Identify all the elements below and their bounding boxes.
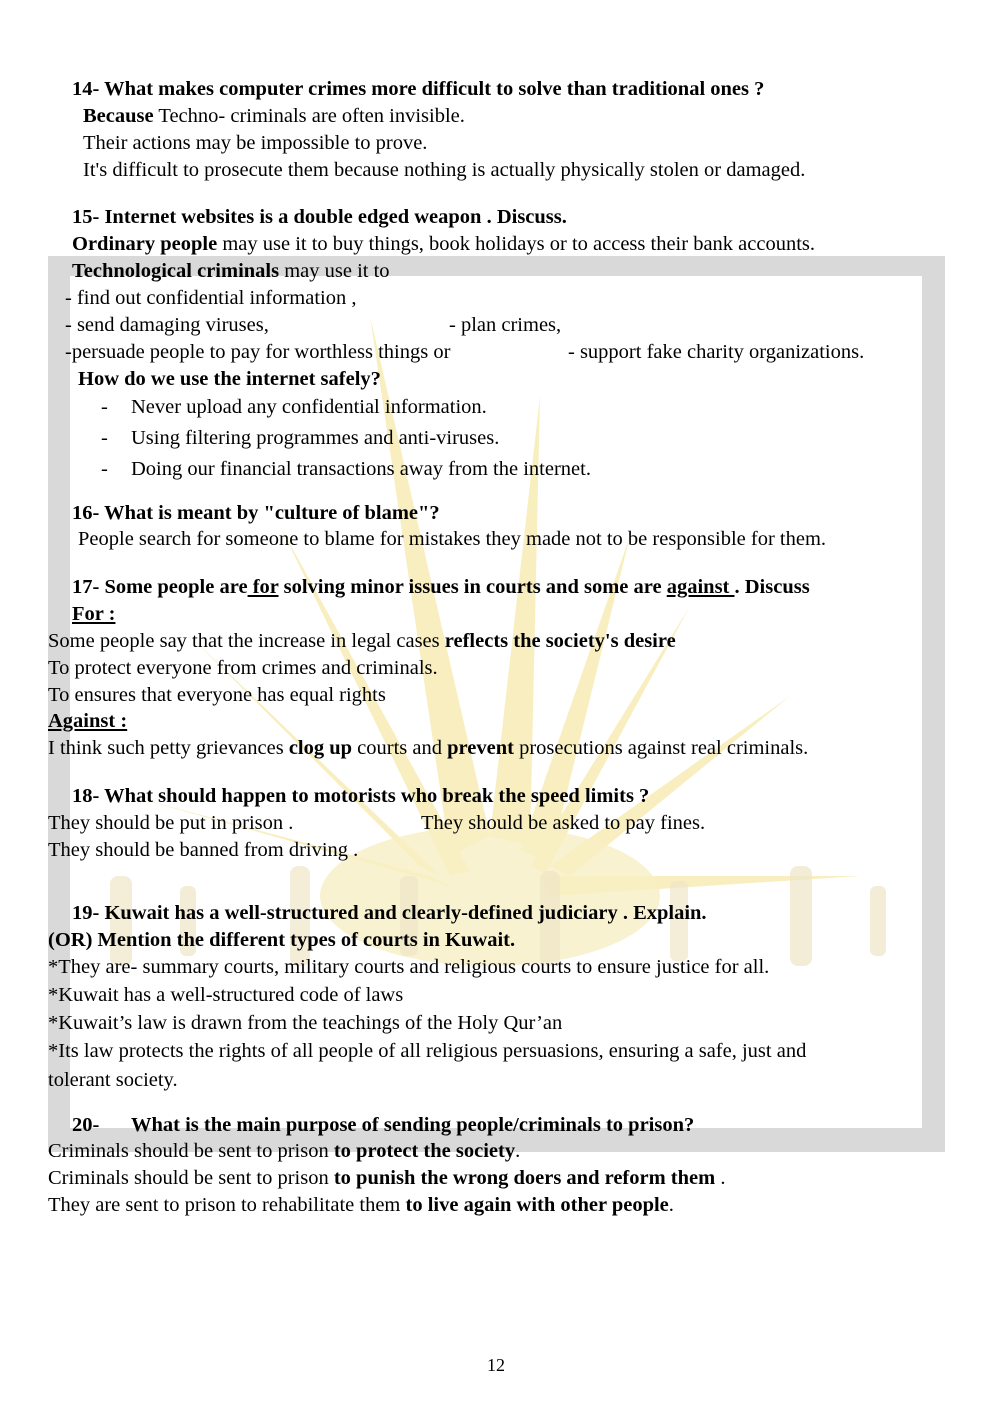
q17-against-heading (48, 711, 127, 732)
q17-against-1b: clog up (288, 737, 353, 759)
q15-bullet-1: Never upload any confidential information. (131, 396, 487, 418)
q17-against-heading-text: Against : (48, 710, 128, 732)
q15-bullet-marker-2: - (101, 427, 108, 449)
q14-answer-3: It's difficult to prosecute them because nothing is actually physically stolen or damaged. (83, 159, 806, 181)
q17-against-line-1 (48, 738, 808, 759)
q17-for-line-1-rest: Some people say that the increase in legal cases (48, 630, 445, 652)
q17-for-heading (72, 604, 115, 625)
q18-answer-1: They should be put in prison . (48, 812, 294, 834)
q20-answer-2-bold: to punish the wrong doers and reform them (333, 1167, 716, 1189)
q17-against-1d: prevent (447, 737, 514, 759)
q20-answer-2-end: . (715, 1167, 726, 1189)
q15-line-2-bold: Technological criminals (72, 260, 280, 282)
q18-answer-2: They should be asked to pay fines. (421, 812, 706, 834)
q15-bullet-marker-1: - (101, 396, 108, 418)
q15-question: 15- Internet websites is a double edged weapon . Discuss. (72, 206, 567, 228)
q17-question-part-3: . Discuss (734, 576, 810, 598)
q17-against-1a: I think such petty grievances (48, 737, 289, 759)
q19-or-question: (OR) Mention the different types of courts in Kuwait. (48, 929, 516, 951)
q20-answer-2 (48, 1168, 725, 1189)
q17-question-part-2: solving minor issues in courts and some are (278, 576, 667, 598)
q15-bullet-2: Using filtering programmes and anti-viruses. (131, 427, 500, 449)
q15-line-4b: - plan crimes, (449, 314, 562, 336)
q15-line-1-rest: may use it to buy things, book holidays or to access their bank accounts. (217, 233, 816, 255)
q17-question-against: against (666, 576, 735, 598)
q20-answer-1-bold: to protect the society (333, 1140, 516, 1162)
q19-answer-1: *They are- summary courts, military courts and religious courts to ensure justice for all. (48, 956, 770, 978)
q16-question: 16- What is meant by "culture of blame"? (72, 502, 440, 524)
q15-line-2 (72, 261, 390, 282)
q14-answer-1-rest: Techno- criminals are often invisible. (153, 105, 465, 127)
q15-line-2-rest: may use it to (279, 260, 390, 282)
q15-safety-heading: How do we use the internet safely? (78, 368, 381, 390)
q14-question: 14- What makes computer crimes more difficult to solve than traditional ones ? (72, 78, 765, 100)
q15-line-4a: - send damaging viruses, (65, 314, 269, 336)
q15-line-1-bold: Ordinary people (72, 233, 218, 255)
q15-bullet-3: Doing our financial transactions away from the internet. (131, 458, 591, 480)
q17-question-part-1: 17- Some people are (72, 576, 248, 598)
q17-for-line-1-bold: reflects the society's desire (444, 630, 676, 652)
q14-answer-2: Their actions may be impossible to prove. (83, 132, 428, 154)
q20-answer-3 (48, 1195, 674, 1216)
q18-question: 18- What should happen to motorists who break the speed limits ? (72, 785, 650, 807)
q14-answer-1-bold: Because (83, 105, 154, 127)
q20-answer-2-rest: Criminals should be sent to prison (48, 1167, 334, 1189)
q15-line-1 (72, 234, 815, 255)
q15-bullet-marker-3: - (101, 458, 108, 480)
q19-question: 19- Kuwait has a well-structured and clearly-defined judiciary . Explain. (72, 902, 707, 924)
q15-line-5b: - support fake charity organizations. (568, 341, 865, 363)
q19-answer-3: *Kuwait’s law is drawn from the teachings of the Holy Qur’an (48, 1012, 563, 1034)
q17-for-line-2: To protect everyone from crimes and criminals. (48, 657, 438, 679)
q15-line-3: - find out confidential information , (65, 287, 357, 309)
q20-answer-3-rest: They are sent to prison to rehabilitate them (48, 1194, 406, 1216)
q17-for-line-1 (48, 631, 676, 652)
q17-question (72, 577, 810, 598)
q14-answer-1 (83, 106, 465, 127)
q20-number: 20- (72, 1114, 100, 1136)
q17-against-1c: courts and (352, 737, 448, 759)
q17-question-for: for (247, 576, 279, 598)
q20-answer-3-end: . (668, 1194, 674, 1216)
q18-answer-3: They should be banned from driving . (48, 839, 359, 861)
q19-answer-2: *Kuwait has a well-structured code of laws (48, 984, 404, 1006)
q20-answer-1-rest: Criminals should be sent to prison (48, 1140, 334, 1162)
q20-question: What is the main purpose of sending people/criminals to prison? (131, 1114, 695, 1136)
q17-against-1e: prosecutions against real criminals. (513, 737, 809, 759)
q20-answer-1-end: . (515, 1140, 521, 1162)
q20-answer-3-bold: to live again with other people (405, 1194, 669, 1216)
q19-answer-5: tolerant society. (48, 1069, 178, 1091)
page-number: 12 (487, 1355, 505, 1375)
q17-for-heading-text: For : (72, 603, 116, 625)
q19-answer-4: *Its law protects the rights of all people of all religious persuasions, ensuring a safe, just and (48, 1040, 807, 1062)
q16-answer: People search for someone to blame for mistakes they made not to be responsible for them. (78, 528, 827, 550)
q17-for-line-3: To ensures that everyone has equal rights (48, 684, 386, 706)
q20-answer-1 (48, 1141, 520, 1162)
q15-line-5a: -persuade people to pay for worthless things or (65, 341, 451, 363)
